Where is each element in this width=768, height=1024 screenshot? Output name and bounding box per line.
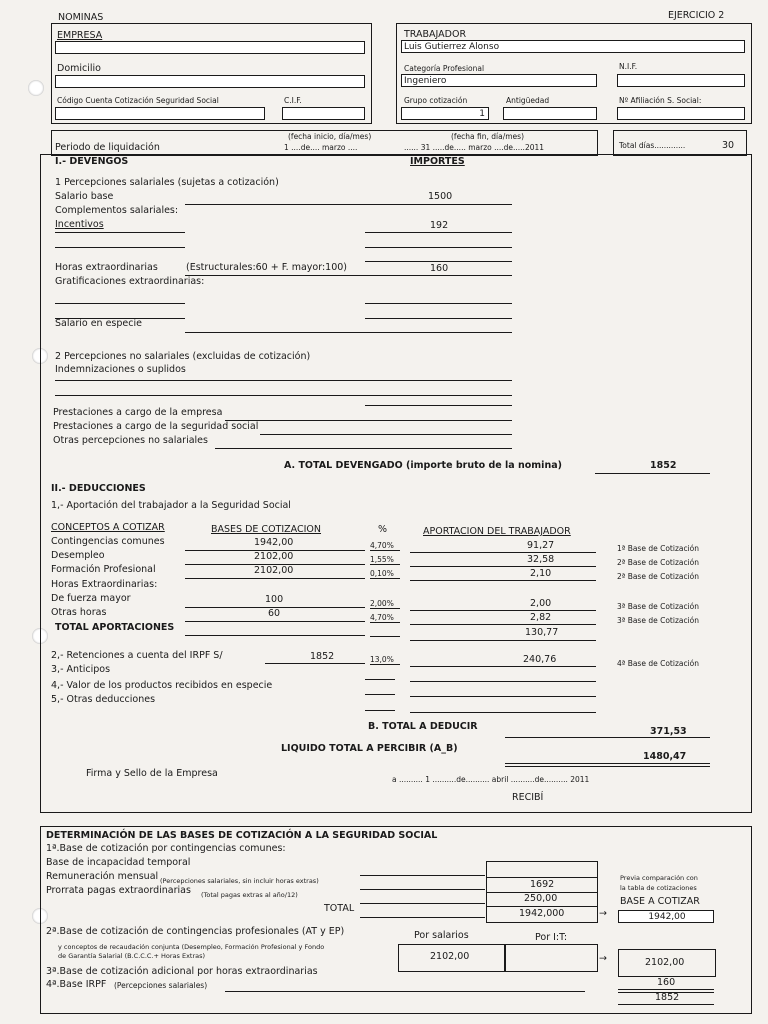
total-dias-label: Total días............. (619, 141, 686, 150)
deduction-concept: Formación Profesional (51, 564, 156, 575)
main-box (40, 154, 752, 813)
base2-note-2: de Garantía Salarial (B.C.C.C.+ Horas Extras) (58, 952, 206, 960)
deduction-pct: 4,70% (370, 613, 394, 622)
afiliacion-field[interactable] (617, 107, 745, 120)
total-deducir-value: 371,53 (650, 726, 687, 737)
deduction-base: 2102,00 (254, 551, 294, 562)
aportacion-header: 1,- Aportación del trabajador a la Seguridad Social (51, 500, 291, 511)
grupo-label: Grupo cotización (404, 96, 468, 105)
base1-label: 1ª.Base de cotización por contingencias comunes: (46, 843, 286, 854)
domicilio-field[interactable] (55, 75, 365, 88)
irpf-label: 2,- Retenciones a cuenta del IRPF S/ (51, 650, 223, 661)
prorrata-label: Prorrata pagas extraordinarias (46, 885, 191, 896)
empresa-label: EMPRESA (57, 30, 103, 41)
deduction-concept: De fuerza mayor (51, 593, 131, 604)
prorrata-value: 250,00 (524, 893, 558, 904)
deduction-pct: 2,00% (370, 599, 394, 608)
salariales-header: 1 Percepciones salariales (sujetas a cotización) (55, 177, 279, 188)
inicio-header: (fecha inicio, día/mes) (288, 132, 372, 141)
horas-note: (Estructurales:60 + F. mayor:100) (186, 262, 347, 273)
irpf-ref: 4ª Base de Cotización (617, 659, 700, 668)
deduction-ref: 3ª Base de Cotización (617, 602, 700, 611)
previa-note-1: Previa comparación con (620, 874, 698, 882)
nif-label: N.I.F. (619, 62, 638, 71)
antiguedad-label: Antigüedad (506, 96, 550, 105)
bases-total-label: TOTAL (324, 903, 355, 914)
col-aportacion: APORTACION DEL TRABAJADOR (423, 526, 571, 537)
fin-header: (fecha fin, día/mes) (451, 132, 525, 141)
exercise-label: EJERCICIO 2 (668, 10, 725, 21)
col-conceptos: CONCEPTOS A COTIZAR (51, 522, 165, 533)
deduction-aport: 32,58 (527, 554, 555, 565)
irpf-value: 240,76 (523, 654, 557, 665)
deduction-concept: Otras horas (51, 607, 107, 618)
deduction-base: 100 (265, 594, 284, 605)
punch-hole (28, 80, 44, 96)
trabajador-label: TRABAJADOR (404, 29, 467, 40)
deduction-aport: 91,27 (527, 540, 555, 551)
antiguedad-field[interactable] (503, 107, 597, 120)
indemnizaciones-label: Indemnizaciones o suplidos (55, 364, 186, 375)
categoria-label: Categoría Profesional (404, 64, 485, 73)
deduction-base: 2102,00 (254, 565, 294, 576)
base-cotizar-value: 1942,00 (618, 910, 714, 923)
deduction-ref: 2ª Base de Cotización (617, 558, 700, 567)
arrow-icon: → (599, 953, 607, 964)
por-salarios-value: 2102,00 (430, 951, 470, 962)
deduction-ref: 3ª Base de Cotización (617, 616, 700, 625)
incapacidad-label: Base de incapacidad temporal (46, 857, 191, 868)
incentivos-value: 192 (430, 220, 449, 231)
recibi-label: RECIBÍ (512, 792, 544, 803)
domicilio-label: Domicilio (57, 63, 101, 74)
empresa-field[interactable] (55, 41, 365, 54)
deduction-pct: 1,55% (370, 555, 394, 564)
trabajador-name-field[interactable]: Luis Gutierrez Alonso (401, 40, 745, 53)
previa-note-2: la tabla de cotizaciones (620, 884, 697, 892)
afiliacion-label: Nº Afiliación S. Social: (619, 96, 702, 105)
firma-fecha: a .......... 1 ..........de.......... abril ..........de.......... 2011 (392, 775, 590, 784)
base3-value: 160 (657, 977, 676, 988)
por-salarios-label: Por salarios (414, 930, 469, 941)
remuneracion-label: Remuneración mensual (46, 871, 159, 882)
deduction-concept: Contingencias comunes (51, 536, 165, 547)
ccc-label: Código Cuenta Cotización Seguridad Social (57, 96, 219, 105)
remuneracion-note: (Percepciones salariales, sin incluir horas extras) (160, 877, 319, 885)
bases-title: DETERMINACIÓN DE LAS BASES DE COTIZACIÓN A LA SEGURIDAD SOCIAL (46, 830, 438, 841)
col-bases: BASES DE COTIZACION (211, 524, 322, 535)
salario-base-value: 1500 (428, 191, 453, 202)
no-salariales-header: 2 Percepciones no salariales (excluidas de cotización) (55, 351, 311, 362)
deduction-aport: 2,82 (530, 612, 552, 623)
base4-note: (Percepciones salariales) (114, 981, 208, 990)
cif-label: C.I.F. (284, 96, 302, 105)
total-devengado-value: 1852 (650, 460, 677, 471)
deduction-ref: 1ª Base de Cotización (617, 544, 700, 553)
base2-total-value: 2102,00 (645, 957, 685, 968)
especie-label: Salario en especie (55, 318, 142, 329)
prorrata-note: (Total pagas extras al año/12) (201, 891, 298, 899)
inicio-value: 1 ....de.... marzo .... (284, 143, 358, 152)
deduction-pct: 4,70% (370, 541, 394, 550)
irpf-base: 1852 (310, 651, 335, 662)
base2-label: 2ª.Base de cotización de contingencias profesionales (AT y EP) (46, 926, 345, 937)
total-aportaciones-value: 130,77 (525, 627, 559, 638)
nif-field[interactable] (617, 74, 745, 87)
total-deducir-label: B. TOTAL A DEDUCIR (368, 721, 478, 732)
firma-label: Firma y Sello de la Empresa (86, 768, 218, 779)
complementos-label: Complementos salariales: (55, 205, 179, 216)
remuneracion-value: 1692 (530, 879, 555, 890)
periodo-label: Periodo de liquidación (55, 142, 160, 153)
prest-empresa-label: Prestaciones a cargo de la empresa (53, 407, 223, 418)
total-devengado-label: A. TOTAL DEVENGADO (importe bruto de la nomina) (284, 460, 562, 471)
fin-value: ...... 31 .....de..... marzo ....de.....2011 (404, 143, 545, 152)
arrow-icon: → (599, 908, 607, 919)
otras-deducciones-label: 5,- Otras deducciones (51, 694, 156, 705)
salario-base-label: Salario base (55, 191, 114, 202)
base2-note-1: y conceptos de recaudación conjunta (Desempleo, Formación Profesional y Fondo (58, 943, 325, 951)
horas-value: 160 (430, 263, 449, 274)
liquido-value: 1480,47 (643, 751, 687, 762)
grupo-field[interactable]: 1 (401, 107, 489, 120)
deduction-concept: Desempleo (51, 550, 105, 561)
base4-label: 4ª.Base IRPF (46, 979, 107, 990)
deduction-ref: 2ª Base de Cotización (617, 572, 700, 581)
bases-total-value: 1942,000 (519, 908, 565, 919)
por-it-label: Por I:T: (535, 932, 568, 943)
devengos-title: I.- DEVENGOS (55, 156, 129, 167)
cif-field[interactable] (282, 107, 365, 120)
base3-label: 3ª.Base de cotización adicional por horas extraordinarias (46, 966, 318, 977)
deduction-concept: Horas Extraordinarias: (51, 579, 158, 590)
deducciones-title: II.- DEDUCCIONES (51, 483, 146, 494)
total-aportaciones-label: TOTAL APORTACIONES (55, 622, 175, 633)
incentivos-label: Incentivos (55, 219, 104, 230)
horas-label: Horas extraordinarias (55, 262, 158, 273)
anticipos-label: 3,- Anticipos (51, 664, 111, 675)
especie-deduccion-label: 4,- Valor de los productos recibidos en especie (51, 680, 273, 691)
deduction-base: 1942,00 (254, 537, 294, 548)
otras-percepciones-label: Otras percepciones no salariales (53, 435, 208, 446)
gratificaciones-label: Gratificaciones extraordinarias: (55, 276, 205, 287)
deduction-aport: 2,00 (530, 598, 552, 609)
base-cotizar-label: BASE A COTIZAR (620, 896, 700, 907)
importes-label: IMPORTES (410, 156, 465, 167)
deduction-aport: 2,10 (530, 568, 552, 579)
deduction-base: 60 (268, 608, 281, 619)
irpf-pct: 13,0% (370, 655, 394, 664)
por-it-box (504, 944, 598, 972)
document-title: NOMINAS (58, 12, 104, 23)
total-dias-value: 30 (722, 140, 735, 151)
liquido-label: LIQUIDO TOTAL A PERCIBIR (A_B) (281, 743, 458, 754)
col-pct: % (378, 524, 388, 535)
deduction-pct: 0,10% (370, 569, 394, 578)
base4-value: 1852 (655, 992, 680, 1003)
categoria-field[interactable]: Ingeniero (401, 74, 597, 87)
ccc-field[interactable] (55, 107, 265, 120)
prest-ss-label: Prestaciones a cargo de la seguridad social (53, 421, 259, 432)
